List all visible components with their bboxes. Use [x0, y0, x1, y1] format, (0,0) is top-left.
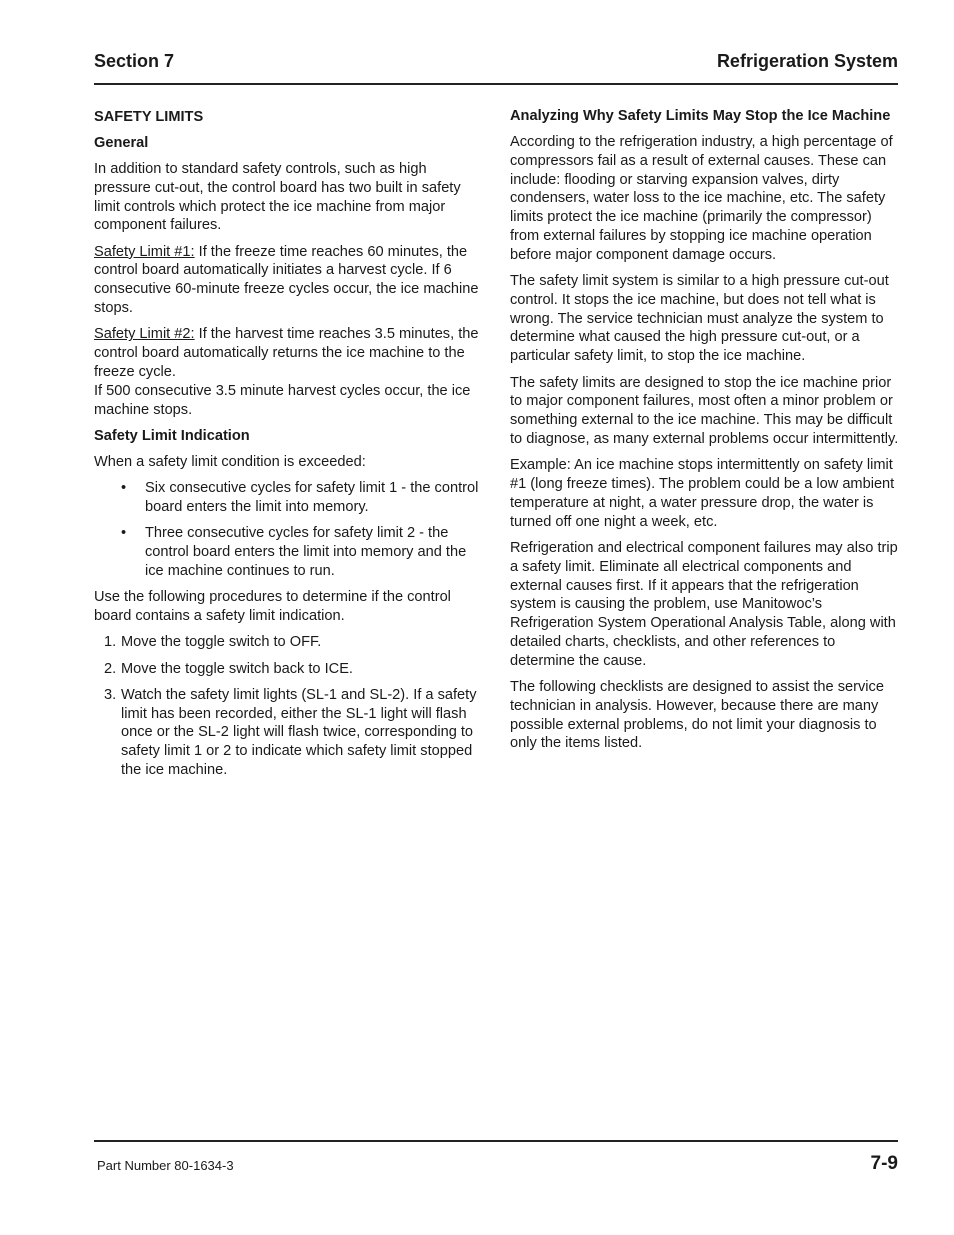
page-number: 7-9 — [870, 1153, 898, 1174]
analysis-paragraph: Refrigeration and electrical component failures may also trip a safety limit. Eliminate all electrical components and external causes first. If it appears that the refrigeration system is causing the problem, use Manitowoc’s Refrigeration System Operational Analysis Table, along with detailed charts, checklists, and other references to determine the cause. — [510, 539, 898, 669]
safety-limit-2-text: If the harvest time reaches 3.5 minutes, the control board automatically returns the ice machine to the freeze cycle. — [94, 326, 479, 380]
list-item — [94, 686, 482, 780]
analysis-paragraph: Example: An ice machine stops intermittently on safety limit #1 (long freeze times). The problem could be a low ambient temperature at night, a water pressure drop, the water is turned off one night a week, etc. — [510, 457, 895, 530]
right-column — [510, 108, 900, 761]
analysis-paragraph: According to the refrigeration industry, a high percentage of compressors fail as a result of external causes. These can include: flooding or starving expansion valves, dirty condensers, water loss to the ice machine, etc. The safety limits protect the ice machine (primarily the compressor) from external failures by stopping ice machine operation before major component damage occurs. — [510, 134, 893, 263]
safety-limits-heading: SAFETY LIMITS — [94, 109, 204, 125]
bullet-text: Three consecutive cycles for safety limit 2 - the control board enters the limit into memory and the ice machine continues to run. — [145, 525, 467, 579]
analysis-paragraph: The safety limits are designed to stop the ice machine prior to major component failures, most often a minor problem or something external to the ice machine. This may be difficult to diagnose, as many external problems occur intermittently. — [510, 374, 899, 447]
bullet-text: Six consecutive cycles for safety limit 1 - the control board enters the limit into memory. — [145, 480, 479, 515]
safety-limit-2-label: Safety Limit #2: — [94, 326, 195, 343]
part-number: Part Number 80-1634-3 — [97, 1158, 234, 1173]
analysis-paragraph: The safety limit system is similar to a high pressure cut-out control. It stops the ice machine, but does not tell what is wrong. The service technician must analyze the system to determine what caused the high pressure cut-out, or a particular safety limit, to stop the ice machine. — [510, 273, 889, 365]
procedure-steps — [94, 633, 482, 780]
header-divider — [94, 83, 898, 85]
step-text: Watch the safety limit lights (SL-1 and SL-2). If a safety limit has been recorded, either the SL-1 light will flash once or the SL-2 light will flash twice, corresponding to safety limit 1 or 2 to indicate which safety limit stopped the ice machine. — [121, 686, 477, 779]
list-item — [94, 479, 482, 517]
general-paragraph: In addition to standard safety controls, such as high pressure cut-out, the control board has two built in safety limit controls which protect the ice machine from major component failures. — [94, 161, 461, 234]
procedure-intro: Use the following procedures to determine if the control board contains a safety limit indication. — [94, 589, 451, 624]
general-heading: General — [94, 135, 149, 151]
step-number: 2. — [104, 660, 117, 677]
indication-heading: Safety Limit Indication — [94, 427, 250, 444]
safety-limit-1-paragraph — [94, 243, 482, 318]
footer-divider — [94, 1140, 898, 1142]
list-item — [94, 633, 482, 652]
left-column — [94, 108, 482, 787]
section-label: Section 7 — [94, 51, 175, 71]
page-header — [94, 51, 898, 73]
bullet-icon: • — [121, 525, 127, 542]
analysis-paragraph: The following checklists are designed to assist the service technician in analysis. However, because there are many possible external problems, do not limit your diagnosis to only the items listed. — [510, 679, 884, 752]
list-item — [94, 660, 482, 679]
analysis-heading: Analyzing Why Safety Limits May Stop the Ice Machine — [510, 108, 891, 124]
safety-limit-2-paragraph — [94, 325, 482, 419]
list-item — [94, 524, 482, 580]
step-text: Move the toggle switch back to ICE. — [121, 660, 353, 677]
indication-intro: When a safety limit condition is exceeded: — [94, 453, 366, 470]
bullet-icon: • — [121, 480, 127, 497]
step-number: 1. — [104, 634, 117, 651]
indication-bullet-list — [94, 479, 482, 580]
safety-limit-1-label: Safety Limit #1: — [94, 243, 195, 260]
page-title: Refrigeration System — [716, 51, 898, 71]
step-text: Move the toggle switch to OFF. — [121, 634, 322, 651]
safety-limit-1-text: If the freeze time reaches 60 minutes, the control board automatically initiates a harvest cycle. If 6 consecutive 60-minute freeze cycles occur, the ice machine stops. — [94, 243, 479, 317]
safety-limit-2-text-continued: If 500 consecutive 3.5 minute harvest cycles occur, the ice machine stops. — [94, 382, 471, 418]
step-number: 3. — [104, 686, 117, 703]
